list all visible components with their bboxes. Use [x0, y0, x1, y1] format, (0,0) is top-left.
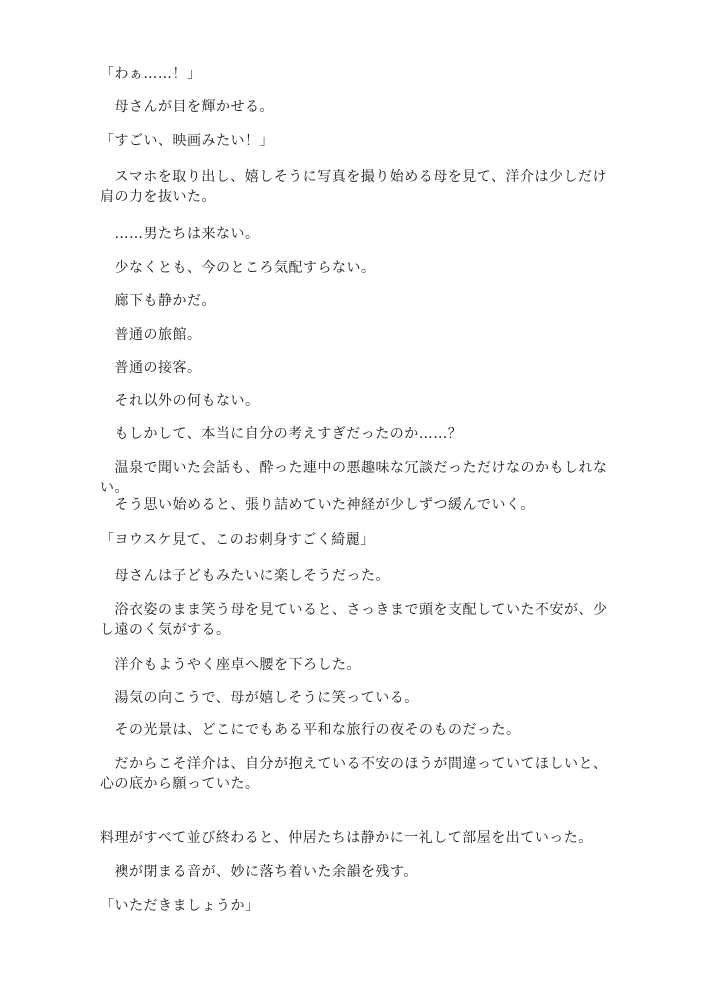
paragraph-17: 洋介もようやく座卓へ腰を下ろした。: [100, 657, 361, 673]
paragraph-15: 母さんは子どもみたいに楽しそうだった。: [100, 568, 390, 584]
paragraph-8: 普通の旅館。: [100, 327, 202, 343]
paragraph-21: 料理がすべて並び終わると、仲居たちは静かに一礼して部屋を出ていった。: [100, 830, 593, 846]
paragraph-20: だからこそ洋介は、自分が抱えている不安のほうが間違っていてほしいと、心の底から願っていた。: [100, 756, 608, 792]
paragraph-11: もしかして、本当に自分の考えすぎだったのか……？: [100, 426, 463, 442]
paragraph-22: 襖が閉まる音が、妙に落ち着いた余韻を残す。: [100, 864, 418, 880]
paragraph-10: それ以外の何もない。: [100, 393, 260, 409]
paragraph-18: 湯気の向こうで、母が嬉しそうに笑っている。: [100, 690, 419, 706]
paragraph-5: ……男たちは来ない。: [100, 226, 260, 242]
paragraph-16: 浴衣姿のまま笑う母を見ていると、さっきまで頭を支配していた不安が、少し遠のく気がする。: [100, 602, 608, 638]
paragraph-6: 少なくとも、今のところ気配すらない。: [100, 260, 376, 276]
paragraph-14: 「ヨウスケ見て、このお刺身すごく綺麗」: [100, 532, 375, 548]
paragraph-7: 廊下も静かだ。: [100, 293, 216, 309]
paragraph-1: 「わぁ……！」: [100, 66, 202, 82]
paragraph-9: 普通の接客。: [100, 360, 202, 376]
paragraph-2: 母さんが目を輝かせる。: [100, 99, 274, 115]
paragraph-19: その光景は、どこにでもある平和な旅行の夜そのものだった。: [100, 722, 521, 738]
paragraph-12: 温泉で聞いた会話も、酔った連中の悪趣味な冗談だっただけなのかもしれない。: [100, 460, 608, 496]
paragraph-13: そう思い始めると、張り詰めていた神経が少しずつ緩んでいく。: [100, 497, 535, 513]
paragraph-23: 「いただきましょうか」: [100, 898, 260, 914]
paragraph-3: 「すごい、映画みたい！」: [100, 133, 274, 149]
paragraph-4: スマホを取り出し、嬉しそうに写真を撮り始める母を見て、洋介は少しだけ肩の力を抜いた。: [100, 169, 607, 205]
